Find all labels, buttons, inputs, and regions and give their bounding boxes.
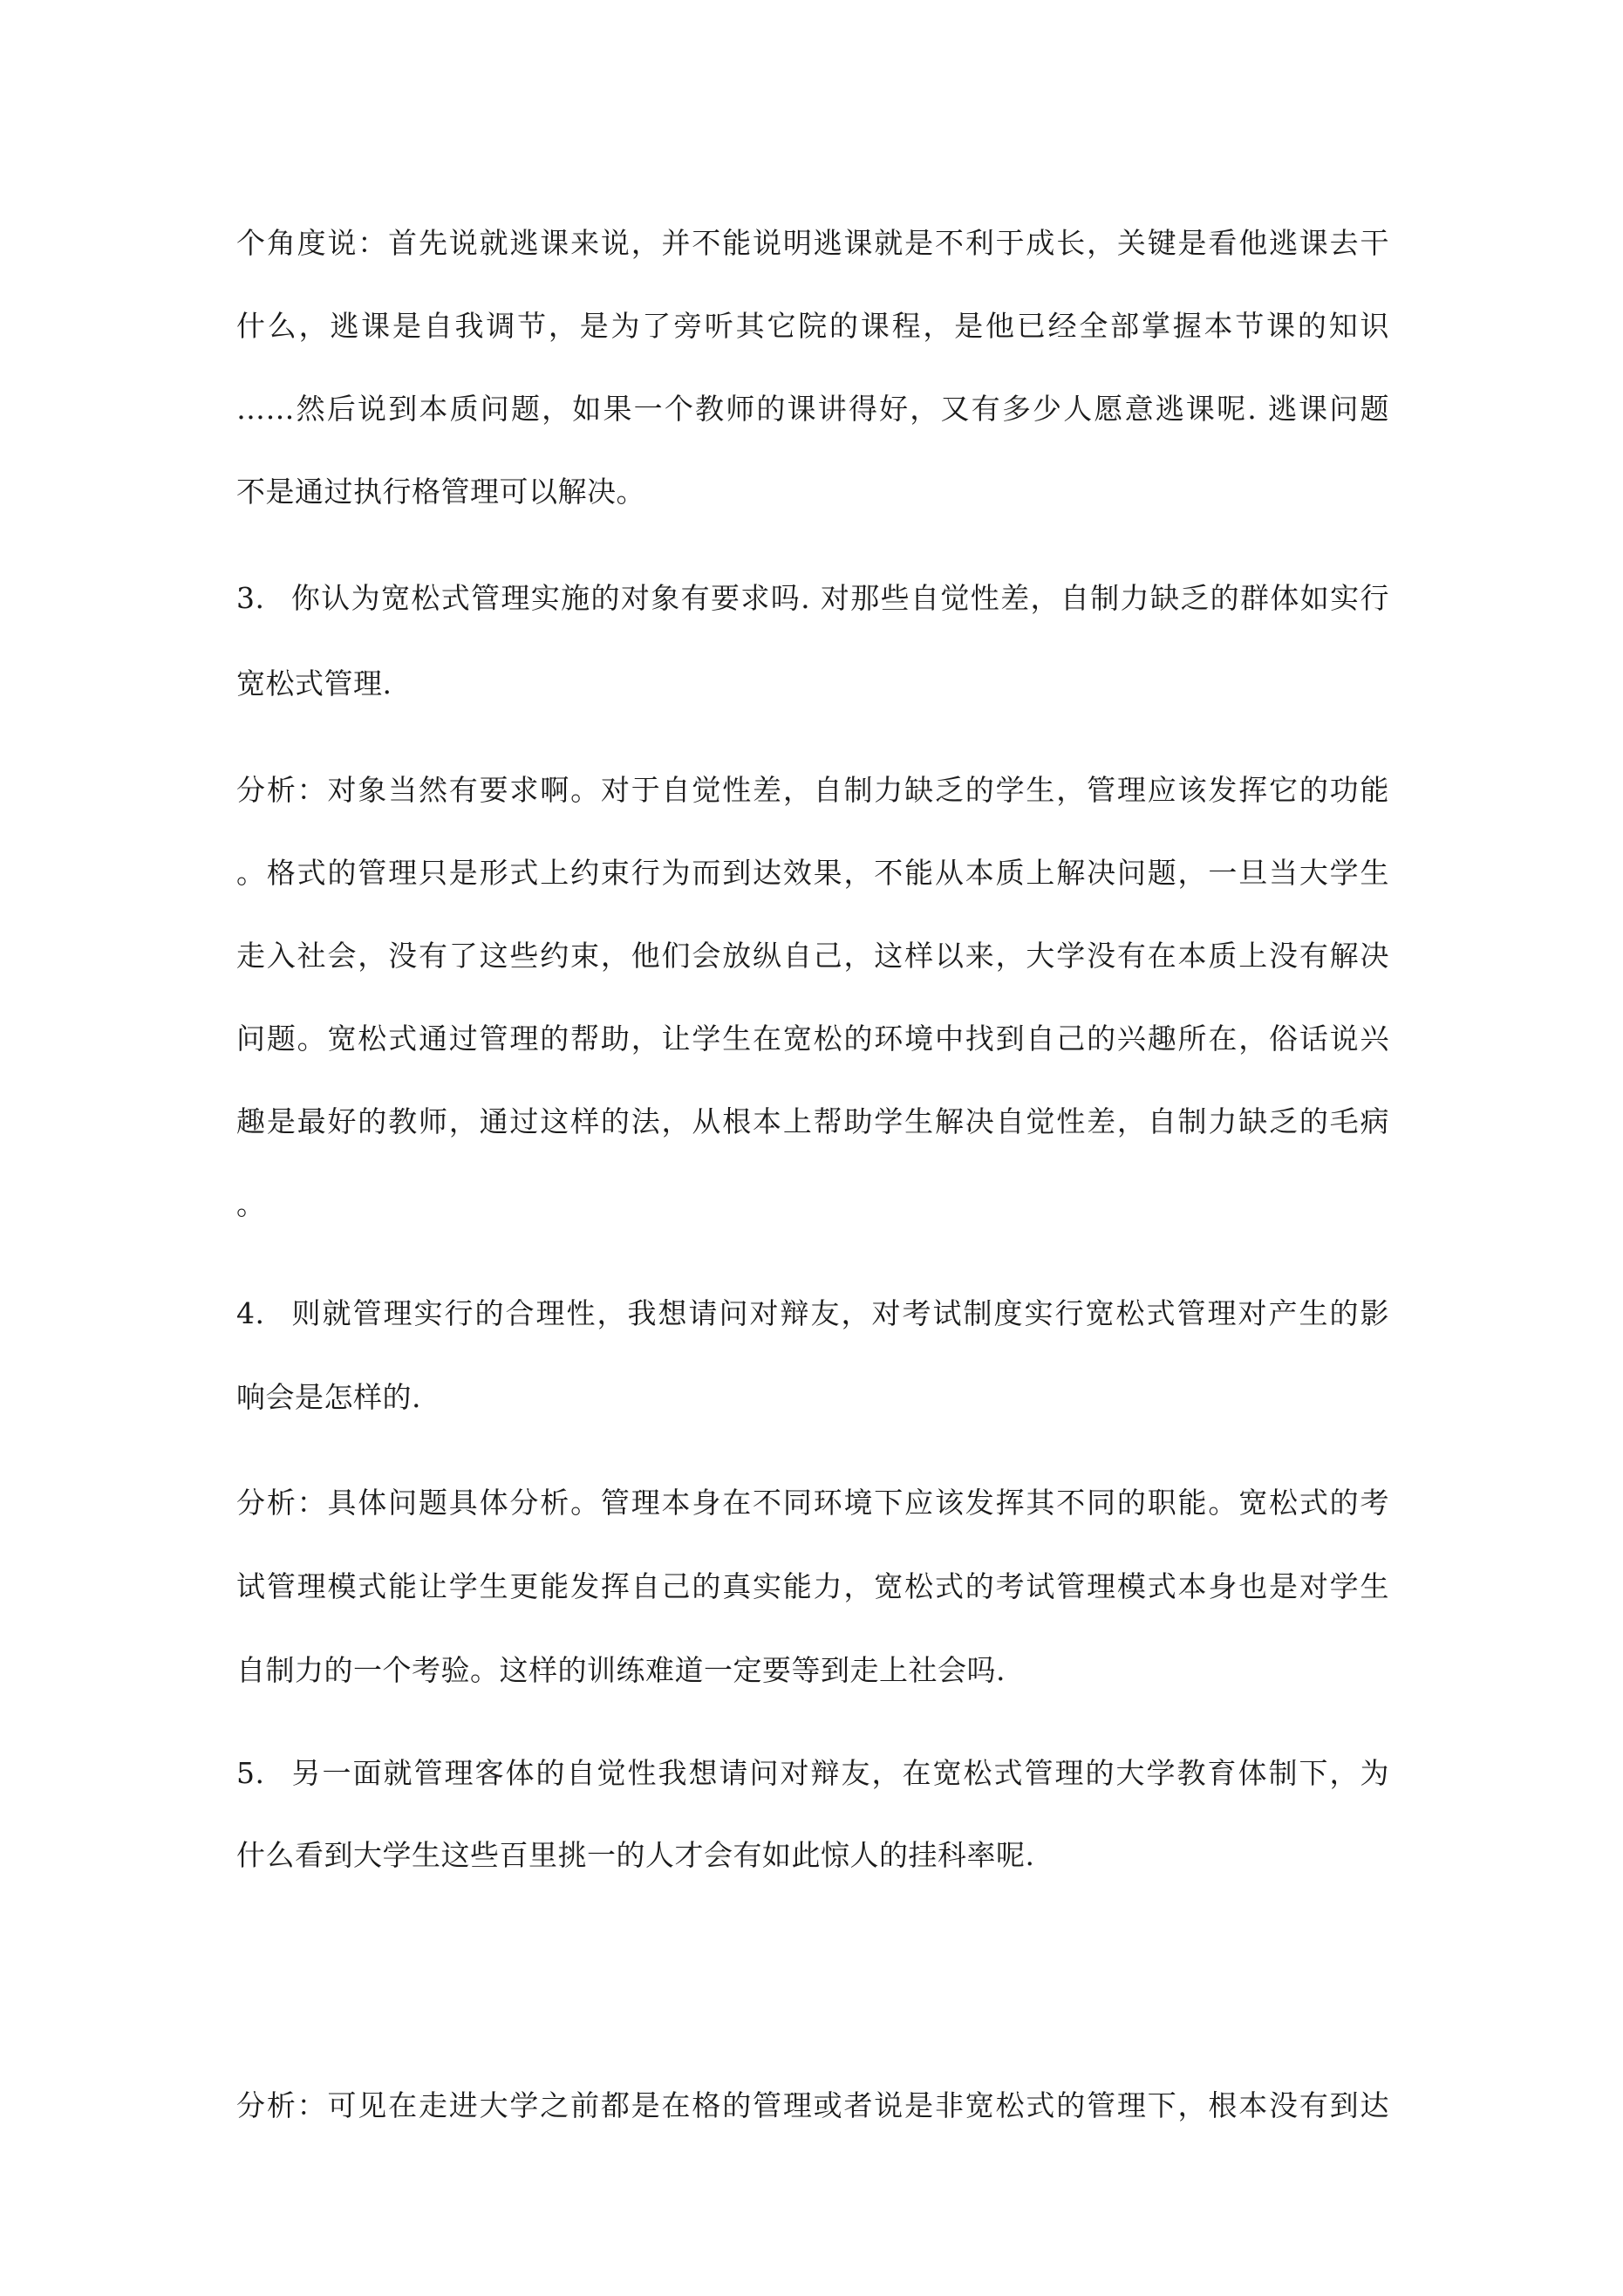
question-text: 则就管理实行的合理性，我想请问对辩友，对考试制度实行宽松式管理对产生的影 xyxy=(290,1296,1389,1330)
paragraph-line: ……然后说到本质问题，如果一个教师的课讲得好，又有多少人愿意逃课呢. 逃课问题 xyxy=(236,392,1389,426)
question-5-line: 什么看到大学生这些百里挑一的人才会有如此惊人的挂科率呢. xyxy=(236,1838,1035,1872)
paragraph-line: 不是通过执行格管理可以解决。 xyxy=(236,475,645,509)
answer-line: 试管理模式能让学生更能发挥自己的真实能力，宽松式的考试管理模式本身也是对学生 xyxy=(236,1569,1389,1603)
question-3-line: 宽松式管理. xyxy=(236,666,392,700)
answer-line: 趣是最好的教师，通过这样的法，从根本上帮助学生解决自觉性差，自制力缺乏的毛病 xyxy=(236,1104,1389,1138)
question-4-line xyxy=(236,1295,1389,1333)
question-text: 另一面就管理客体的自觉性我想请问对辩友，在宽松式管理的大学教育体制下，为 xyxy=(290,1756,1389,1790)
answer-line: 问题。宽松式通过管理的帮助，让学生在宽松的环境中找到自己的兴趣所在，俗话说兴 xyxy=(236,1022,1389,1056)
paragraph-line: 个角度说：首先说就逃课来说，并不能说明逃课就是不利于成长，关键是看他逃课去干 xyxy=(236,226,1389,260)
question-number: 5. xyxy=(236,1756,265,1790)
answer-line: 走入社会，没有了这些约束，他们会放纵自己，这样以来，大学没有在本质上没有解决 xyxy=(236,939,1389,973)
answer-line: 自制力的一个考验。这样的训练难道一定要等到走上社会吗. xyxy=(236,1653,1006,1687)
answer-line: 分析：具体问题具体分析。管理本身在不同环境下应该发挥其不同的职能。宽松式的考 xyxy=(236,1486,1389,1520)
answer-line: 。 xyxy=(236,1187,266,1221)
answer-line: 分析：对象当然有要求啊。对于自觉性差，自制力缺乏的学生，管理应该发挥它的功能 xyxy=(236,773,1389,807)
question-5-line xyxy=(236,1754,1389,1793)
question-number: 3. xyxy=(236,581,265,615)
question-3-line xyxy=(236,579,1389,618)
question-4-line: 响会是怎样的. xyxy=(236,1380,421,1414)
question-text: 你认为宽松式管理实施的对象有要求吗. 对那些自觉性差，自制力缺乏的群体如实行 xyxy=(290,581,1389,615)
answer-line: 。格式的管理只是形式上约束行为而到达效果，不能从本质上解决问题，一旦当大学生 xyxy=(236,856,1389,890)
question-number: 4. xyxy=(236,1296,265,1330)
answer-line: 分析：可见在走进大学之前都是在格的管理或者说是非宽松式的管理下，根本没有到达 xyxy=(236,2088,1389,2122)
paragraph-line: 什么，逃课是自我调节，是为了旁听其它院的课程，是他已经全部掌握本节课的知识 xyxy=(236,309,1389,343)
